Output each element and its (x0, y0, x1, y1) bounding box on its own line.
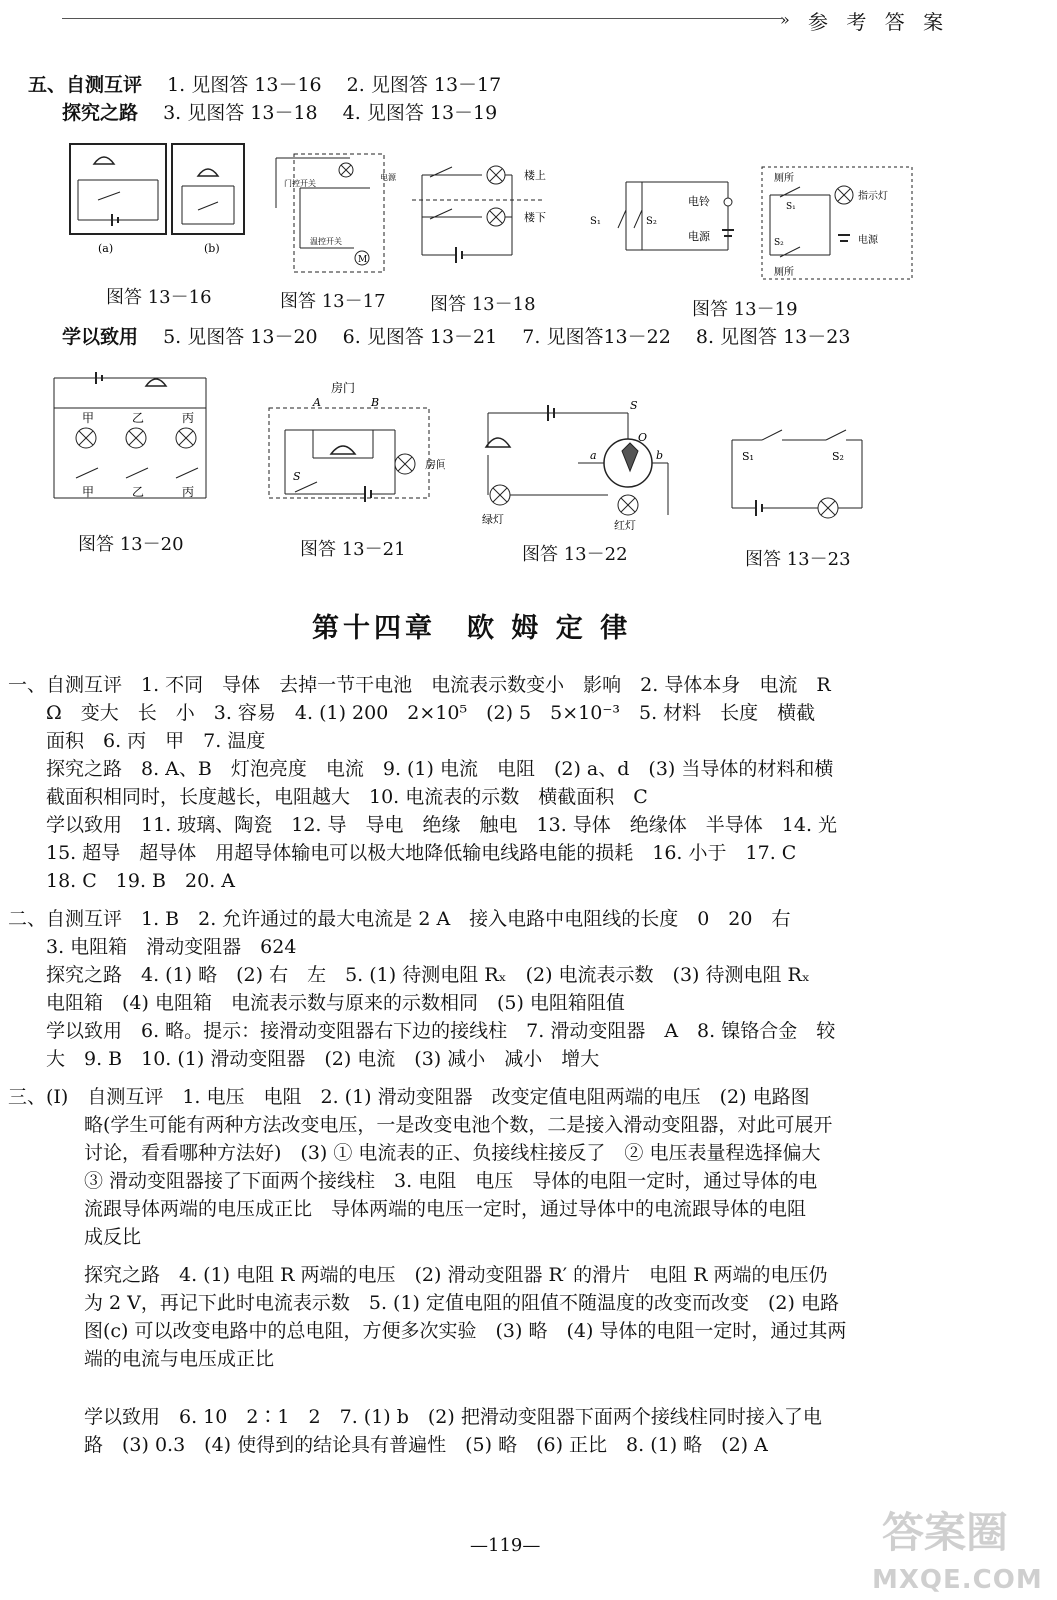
watermark-text: MXQE.COM (872, 1565, 1043, 1595)
caption-13-22: 图答 13－22 (522, 544, 628, 565)
sec5-label-2: 探究之路 (62, 102, 139, 124)
sec5-item-1: 1. 见图答 13－16 (167, 74, 322, 96)
watermark-logo: 答案圈 (882, 1508, 1009, 1557)
fig20-c2: 丙 (182, 485, 195, 499)
answer-line: 电阻箱 (4) 电阻箱 电流表示数与原来的示数相同 (5) 电阻箱阻值 (8, 992, 625, 1014)
sec5-item-8: 8. 见图答 13－23 (695, 326, 851, 348)
header-rule (62, 18, 782, 19)
answer-line: 三、(Ⅰ) 自测互评 1. 电压 电阻 2. (1) 滑动变阻器 改变定值电阻两端的电压 (2) 电路图 (8, 1086, 810, 1108)
fig19-s2: S₂ (646, 216, 657, 227)
answer-line: 略(学生可能有两种方法改变电压，一是改变电池个数，二是接入滑动变阻器，对此可展开 (8, 1114, 833, 1136)
fig21-b: B (371, 396, 380, 409)
sec5-item-4: 4. 见图答 13－19 (342, 102, 498, 124)
fig17-motor: M (358, 255, 368, 265)
header-arrow-icon: » (780, 10, 790, 29)
fig17-temp: 温控开关 (310, 237, 342, 246)
fig22-green: 绿灯 (482, 513, 504, 526)
answer-line: 讨论，看看哪种方法好) (3) ① 电流表的正、负接线柱接反了 ② 电压表量程选择偏大 (8, 1142, 821, 1164)
fig21-s: S (293, 470, 301, 483)
figure-13-19-left (588, 170, 743, 265)
sec5-item-6: 6. 见图答 13－21 (342, 326, 498, 348)
fig22-a: a (590, 449, 597, 462)
figure-13-19-right (760, 165, 920, 285)
answer-line: 探究之路 8. A、B 灯泡亮度 电流 9. (1) 电流 电阻 (2) a、d (3) 当导体的材料和横 (8, 758, 834, 780)
fig22-b: b (656, 449, 664, 462)
answer-line: 面积 6. 丙 甲 7. 温度 (8, 730, 266, 752)
answer-line: 15. 超导 超导体 用超导体输电可以极大地降低输电线路电能的损耗 16. 小于 17. C (8, 842, 797, 864)
header-title: 参 考 答 案 (808, 10, 950, 34)
fig19b-s1: S₁ (786, 202, 796, 212)
fig18-down: 楼下 (524, 211, 546, 224)
fig21-door: 房门 (331, 381, 356, 395)
caption-13-17: 图答 13－17 (280, 291, 386, 312)
fig19b-s2: S₂ (774, 238, 784, 248)
fig17-door: 门控开关 (284, 179, 316, 188)
fig20-b2: 乙 (132, 485, 145, 499)
answer-line: 学以致用 6. 略。提示：接滑动变阻器右下边的接线柱 7. 滑动变阻器 A 8. 镍铬合金 较 (8, 1020, 836, 1042)
caption-13-21: 图答 13－21 (300, 539, 406, 560)
answer-line: 端的电流与电压成正比 (8, 1348, 275, 1370)
answer-line: 图(c) 可以改变电路中的总电阻，方便多次实验 (3) 略 (4) 导体的电阻一定时，通过其两 (8, 1320, 847, 1342)
fig16-label-b: (b) (204, 242, 220, 255)
fig19b-toilet1: 厕所 (774, 173, 794, 184)
page-number: —119— (470, 1535, 541, 1556)
watermark (872, 1500, 1043, 1595)
sec5-line-1 (28, 72, 501, 98)
sec5-label-3: 学以致用 (62, 326, 139, 348)
fig19-source: 电源 (688, 230, 710, 243)
sec5-line-2 (62, 100, 497, 126)
fig20-a1: 甲 (82, 411, 95, 425)
fig23-s1: S₁ (742, 450, 754, 463)
sec5-label: 五、自测互评 (28, 74, 143, 96)
sec5-line-3 (62, 324, 850, 350)
figure-13-17 (270, 148, 400, 278)
fig17-power: 电源 (380, 173, 396, 182)
fig22-red: 红灯 (614, 519, 636, 532)
chapter-title: 第十四章 欧 姆 定 律 (312, 613, 632, 644)
figure-13-23 (722, 420, 872, 520)
figure-13-16 (68, 140, 246, 260)
fig19-s1: S₁ (590, 216, 601, 227)
answer-line: ③ 滑动变阻器接了下面两个接线柱 3. 电阻 电压 导体的电阻一定时，通过导体的电 (8, 1170, 818, 1192)
caption-13-23: 图答 13－23 (745, 549, 851, 570)
fig22-o: O (638, 431, 648, 444)
answer-line: 二、自测互评 1. B 2. 允许通过的最大电流是 2 A 接入电路中电阻线的长度 0 20 右 (8, 908, 791, 930)
figure-13-22 (478, 395, 678, 535)
answer-line: 流跟导体两端的电压成正比 导体两端的电压一定时，通过导体中的电流跟导体的电阻 (8, 1198, 807, 1220)
answer-line: 探究之路 4. (1) 略 (2) 右 左 5. (1) 待测电阻 Rₓ (2) 电流表示数 (3) 待测电阻 Rₓ (8, 964, 810, 986)
answer-line: 学以致用 11. 玻璃、陶瓷 12. 导 导电 绝缘 触电 13. 导体 绝缘体 半导体 14. 光 (8, 814, 838, 836)
fig22-s: S (630, 399, 638, 412)
sec5-item-3: 3. 见图答 13－18 (163, 102, 318, 124)
fig20-a2: 甲 (82, 485, 95, 499)
figure-13-20 (46, 368, 216, 508)
sec5-item-5: 5. 见图答 13－20 (163, 326, 318, 348)
figure-13-18 (412, 155, 562, 270)
fig19-bell: 电铃 (688, 195, 710, 208)
caption-13-16: 图答 13－16 (106, 287, 212, 308)
answer-line: 成反比 (8, 1226, 142, 1248)
fig21-a: A (313, 396, 321, 409)
answer-line: 路 (3) 0.3 (4) 使得到的结论具有普遍性 (5) 略 (6) 正比 8. (1) 略 (2) A (8, 1434, 768, 1456)
fig19b-toilet2: 厕所 (774, 267, 794, 278)
caption-13-18: 图答 13－18 (430, 294, 536, 315)
fig19b-source: 电源 (858, 235, 878, 246)
answer-line: 18. C 19. B 20. A (8, 870, 235, 892)
sec5-item-7: 7. 见图答13－22 (522, 326, 671, 348)
answer-line: 大 9. B 10. (1) 滑动变阻器 (2) 电流 (3) 减小 减小 增大 (8, 1048, 600, 1070)
fig21-room: 房间 (425, 458, 445, 471)
answer-line: 探究之路 4. (1) 电阻 R 两端的电压 (2) 滑动变阻器 R′ 的滑片 电阻 R 两端的电压仍 (8, 1264, 828, 1286)
caption-13-19: 图答 13－19 (692, 299, 798, 320)
answer-line: 3. 电阻箱 滑动变阻器 624 (8, 936, 297, 958)
sec5-item-2: 2. 见图答 13－17 (346, 74, 502, 96)
fig19b-indicator: 指示灯 (858, 191, 888, 202)
answer-line: 一、自测互评 1. 不同 导体 去掉一节干电池 电流表示数变小 影响 2. 导体本身 电流 R (8, 674, 831, 696)
answer-line: Ω 变大 长 小 3. 容易 4. (1) 200 2×10⁵ (2) 5 5×10⁻³ 5. 材料 长度 横截 (8, 702, 816, 724)
answer-line: 截面积相同时，长度越长，电阻越大 10. 电流表的示数 横截面积 C (8, 786, 648, 808)
answer-line: 为 2 V，再记下此时电流表示数 5. (1) 定值电阻的阻值不随温度的改变而改变 (2) 电路 (8, 1292, 839, 1314)
answer-line: 学以致用 6. 10 2∶1 2 7. (1) b (2) 把滑动变阻器下面两个接线柱同时接入了电 (8, 1406, 822, 1428)
fig20-c1: 丙 (182, 411, 195, 425)
fig18-up: 楼上 (524, 169, 546, 182)
figure-13-21 (265, 378, 445, 508)
fig16-label-a: (a) (98, 242, 114, 255)
fig20-b1: 乙 (132, 411, 145, 425)
caption-13-20: 图答 13－20 (78, 534, 184, 555)
fig23-s2: S₂ (832, 450, 844, 463)
